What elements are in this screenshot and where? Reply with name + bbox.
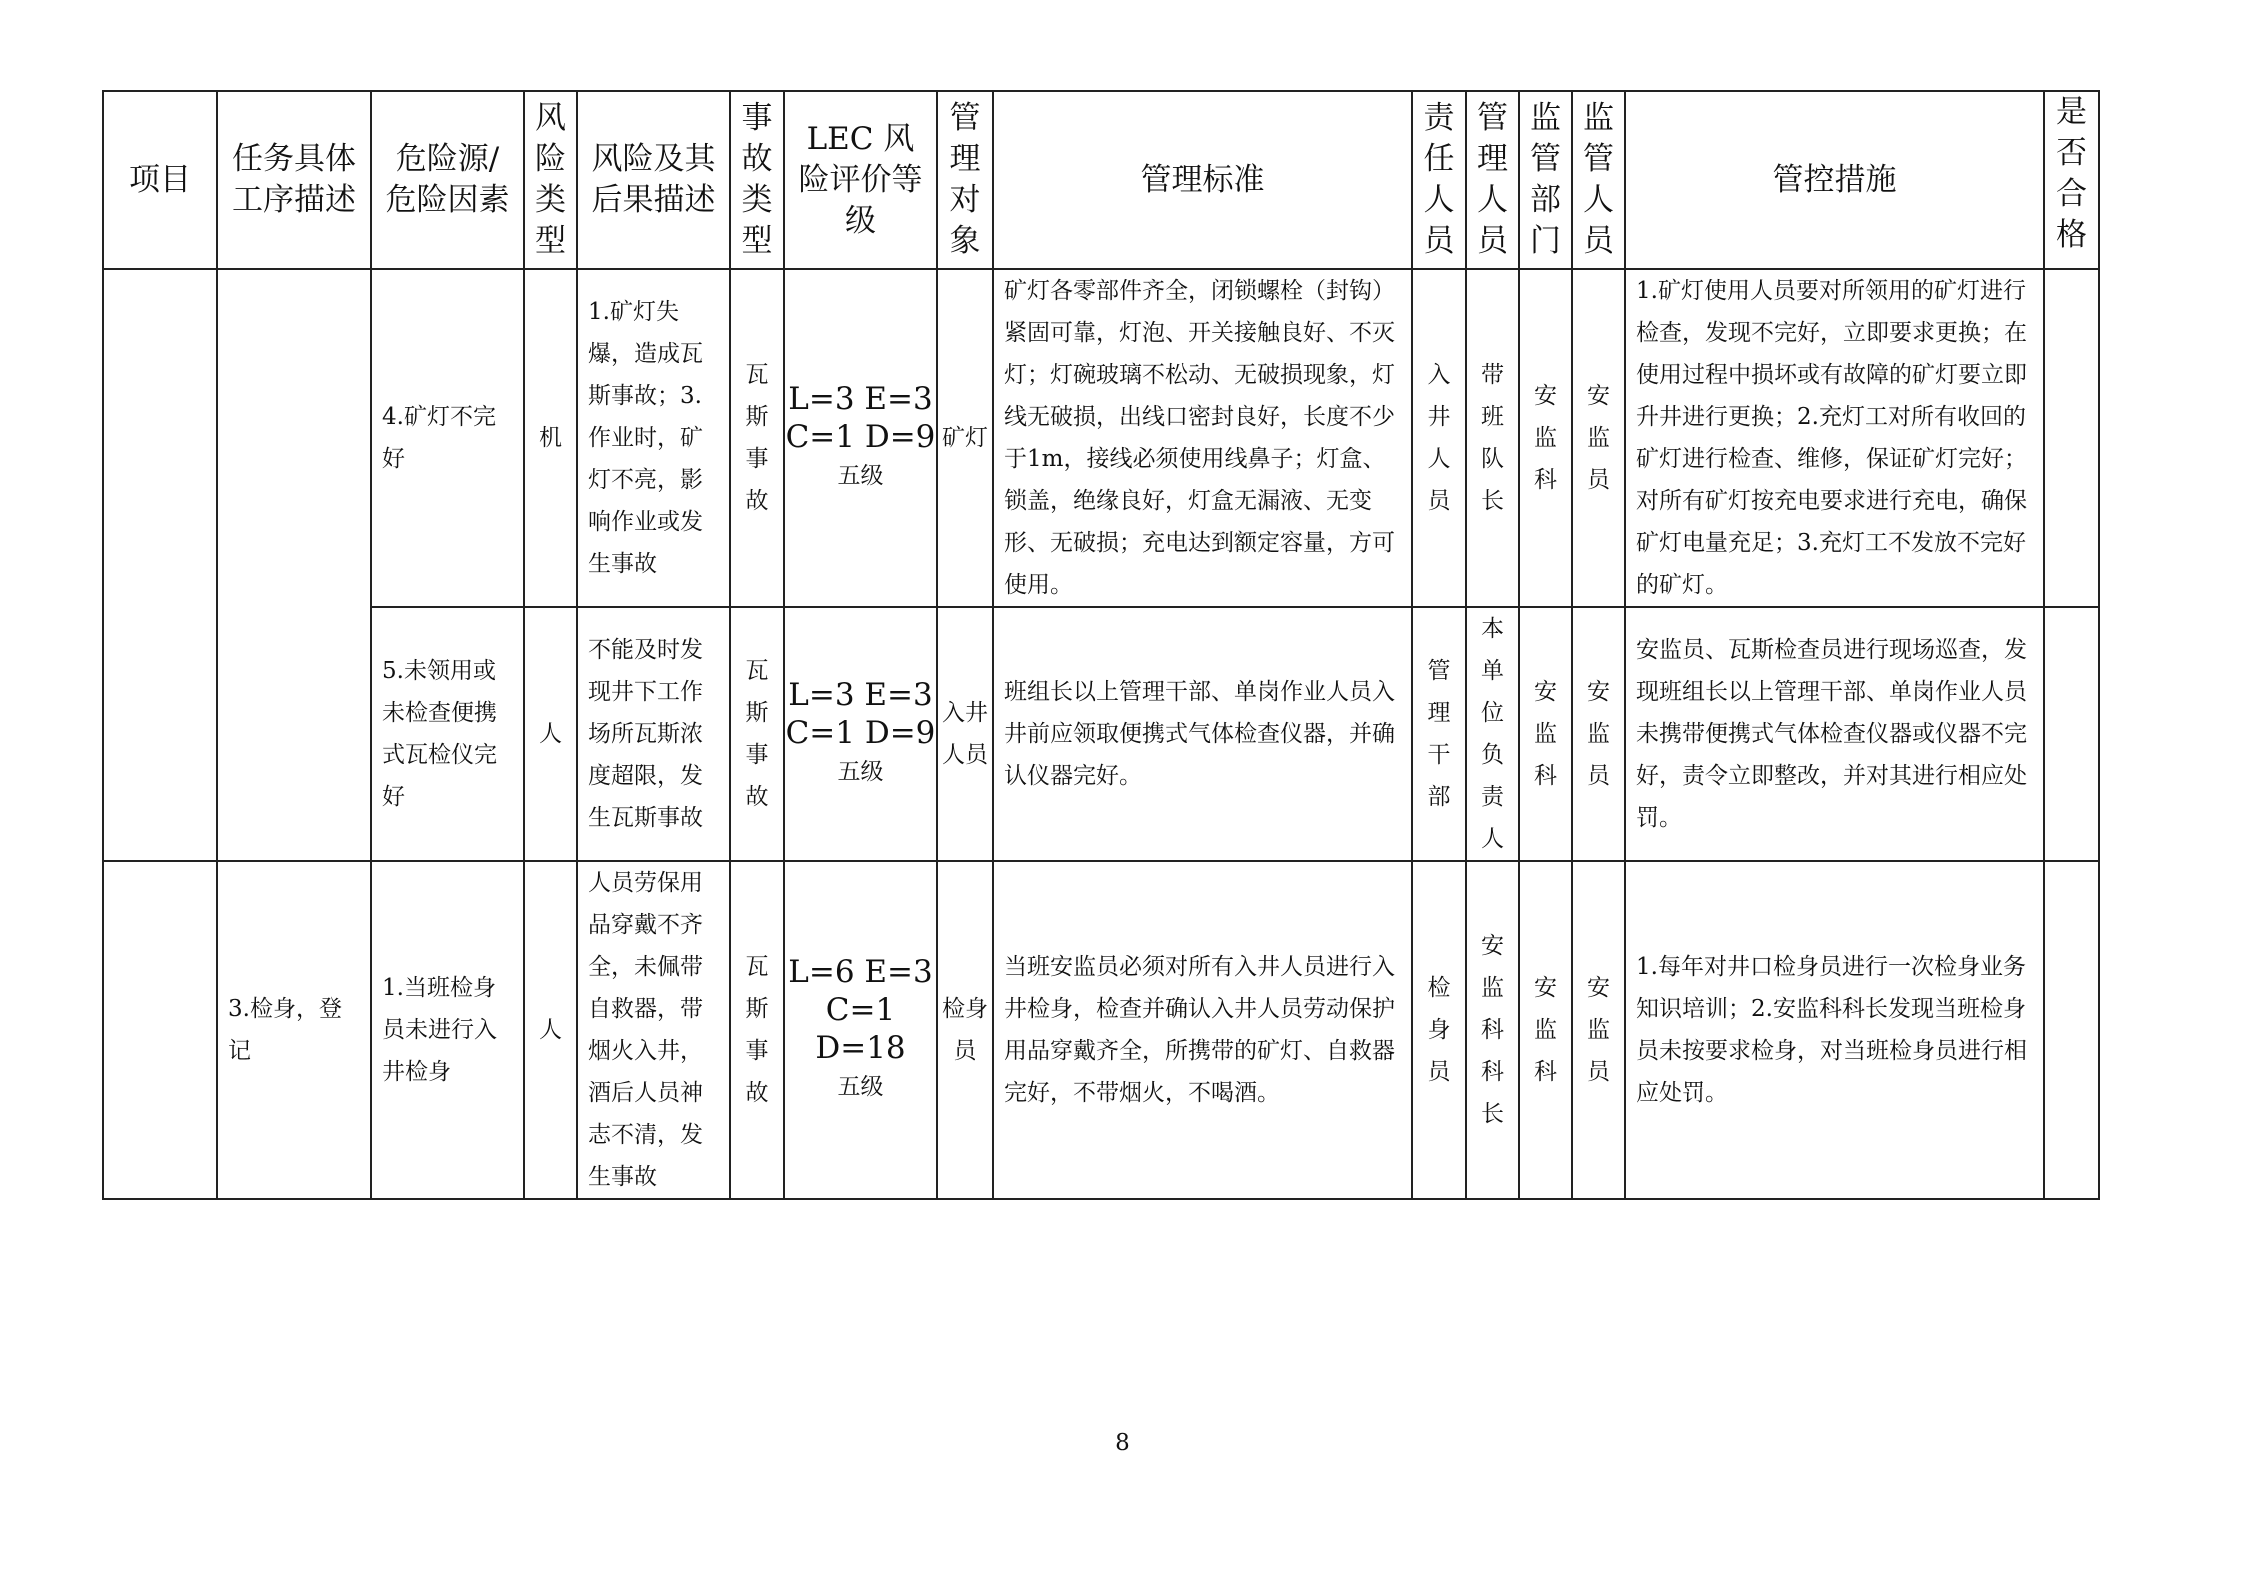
cell-mgmt-object: 矿灯: [937, 269, 993, 607]
header-project: 项目: [103, 91, 217, 269]
header-supervisor: 监管人员: [1572, 91, 1625, 269]
lec-values-line1: L=3 E=3: [788, 381, 933, 417]
cell-project: [103, 861, 217, 1199]
header-lec: LEC 风险评价等级: [784, 91, 937, 269]
cell-risk-desc: 人员劳保用品穿戴不齐全，未佩带自救器，带烟火入井，酒后人员神志不清，发生事故: [577, 861, 730, 1199]
header-hazard: 危险源/危险因素: [371, 91, 524, 269]
cell-project: [103, 269, 217, 861]
cell-supervisor: 安监员: [1572, 861, 1625, 1199]
header-task: 任务具体工序描述: [217, 91, 371, 269]
lec-values-line2: C=1 D=9: [785, 715, 936, 751]
cell-accident-type: 瓦斯事故: [730, 861, 784, 1199]
cell-mgmt-object: 检身员: [937, 861, 993, 1199]
cell-accident-type: 瓦斯事故: [730, 269, 784, 607]
risk-control-table: [102, 90, 2100, 1200]
cell-lec: [784, 861, 937, 1199]
cell-lec: [784, 607, 937, 861]
table-row: [103, 607, 2099, 861]
cell-mgmt-standard: 班组长以上管理干部、单岗作业人员入井前应领取便携式气体检查仪器，并确认仪器完好。: [993, 607, 1412, 861]
lec-values-line2: C=1 D=18: [815, 992, 906, 1066]
cell-lec: [784, 269, 937, 607]
header-control-measures: 管控措施: [1625, 91, 2044, 269]
lec-grade: 五级: [837, 463, 884, 489]
header-mgmt-standard: 管理标准: [993, 91, 1412, 269]
header-responsible: 责任人员: [1412, 91, 1466, 269]
header-manager: 管理人员: [1466, 91, 1519, 269]
cell-control-measures: 1.矿灯使用人员要对所领用的矿灯进行检查，发现不完好，立即要求更换；在使用过程中损坏或有故障的矿灯要立即升井进行更换；2.充灯工对所有收回的矿灯进行检查、维修，保证矿灯完好；对所有矿灯按充电要求进行充电，确保矿灯电量充足；3.充灯工不发放不完好的矿灯。: [1625, 269, 2044, 607]
cell-mgmt-object: 入井人员: [937, 607, 993, 861]
cell-qualified: [2044, 861, 2099, 1199]
header-accident-type: 事故类型: [730, 91, 784, 269]
cell-control-measures: 安监员、瓦斯检查员进行现场巡查，发现班组长以上管理干部、单岗作业人员未携带便携式气体检查仪器或仪器不完好，责令立即整改，并对其进行相应处罚。: [1625, 607, 2044, 861]
lec-grade: 五级: [837, 759, 884, 785]
cell-accident-type: 瓦斯事故: [730, 607, 784, 861]
table-row: [103, 269, 2099, 607]
cell-manager: 带班队长: [1466, 269, 1519, 607]
header-risk-type: 风险类型: [524, 91, 577, 269]
cell-qualified: [2044, 607, 2099, 861]
lec-values-line1: L=6 E=3: [788, 954, 933, 990]
cell-risk-type: 人: [524, 861, 577, 1199]
table-row: [103, 861, 2099, 1199]
header-risk-desc: 风险及其后果描述: [577, 91, 730, 269]
cell-risk-type: 机: [524, 269, 577, 607]
lec-grade: 五级: [837, 1074, 884, 1100]
cell-supervisor: 安监员: [1572, 607, 1625, 861]
cell-hazard: 4.矿灯不完好: [371, 269, 524, 607]
cell-responsible: 检身员: [1412, 861, 1466, 1199]
cell-qualified: [2044, 269, 2099, 607]
header-qualified: 是否合格: [2044, 91, 2099, 269]
lec-values-line2: C=1 D=9: [785, 419, 936, 455]
cell-mgmt-standard: 矿灯各零部件齐全，闭锁螺栓（封钩）紧固可靠，灯泡、开关接触良好、不灭灯；灯碗玻璃不松动、无破损现象，灯线无破损，出线口密封良好，长度不少于1m，接线必须使用线鼻子；灯盒、锁盖，绝缘良好，灯盒无漏液、无变形、无破损；充电达到额定容量，方可使用。: [993, 269, 1412, 607]
header-supervise-dept: 监管部门: [1519, 91, 1572, 269]
header-row: [103, 91, 2099, 269]
cell-task: 3.检身，登记: [217, 861, 371, 1199]
cell-control-measures: 1.每年对井口检身员进行一次检身业务知识培训；2.安监科科长发现当班检身员未按要求检身，对当班检身员进行相应处罚。: [1625, 861, 2044, 1199]
cell-hazard: 1.当班检身员未进行入井检身: [371, 861, 524, 1199]
lec-values-line1: L=3 E=3: [788, 677, 933, 713]
cell-supervise-dept: 安监科: [1519, 607, 1572, 861]
cell-supervise-dept: 安监科: [1519, 269, 1572, 607]
cell-risk-desc: 1.矿灯失爆，造成瓦斯事故；3.作业时，矿灯不亮，影响作业或发生事故: [577, 269, 730, 607]
page-number: 8: [1115, 1430, 1130, 1456]
cell-supervisor: 安监员: [1572, 269, 1625, 607]
cell-hazard: 5.未领用或未检查便携式瓦检仪完好: [371, 607, 524, 861]
cell-task: [217, 269, 371, 861]
cell-risk-desc: 不能及时发现井下工作场所瓦斯浓度超限，发生瓦斯事故: [577, 607, 730, 861]
cell-mgmt-standard: 当班安监员必须对所有入井人员进行入井检身，检查并确认入井人员劳动保护用品穿戴齐全，所携带的矿灯、自救器完好，不带烟火，不喝酒。: [993, 861, 1412, 1199]
cell-responsible: 入井人员: [1412, 269, 1466, 607]
cell-risk-type: 人: [524, 607, 577, 861]
cell-responsible: 管理干部: [1412, 607, 1466, 861]
cell-supervise-dept: 安监科: [1519, 861, 1572, 1199]
cell-manager: 安监科科长: [1466, 861, 1519, 1199]
header-mgmt-object: 管理对象: [937, 91, 993, 269]
cell-manager: 本单位负责人: [1466, 607, 1519, 861]
